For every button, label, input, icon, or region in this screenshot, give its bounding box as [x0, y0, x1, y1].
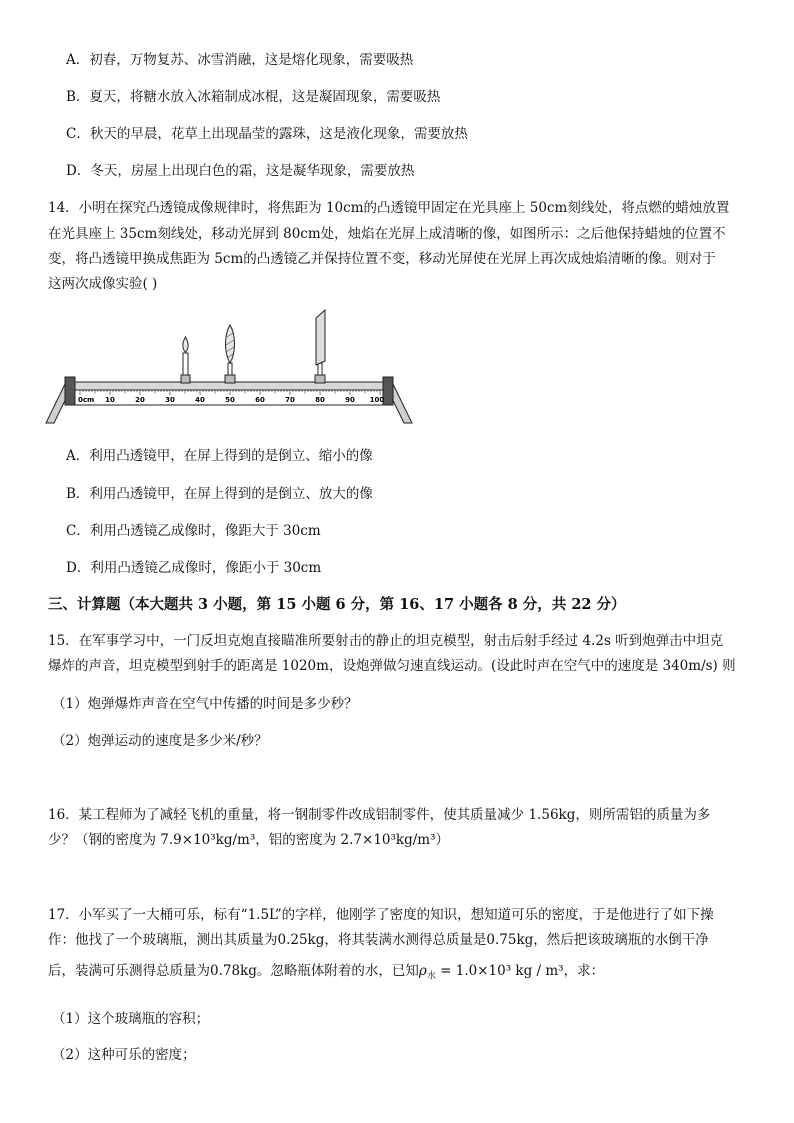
- rho-subscript: 水: [426, 971, 436, 982]
- section-title: 三、计算题（本大题共 3 小题，第 15 小题 6 分，第 16、17 小题各 8 分，共 22 分）: [48, 596, 626, 613]
- tick-label: 100: [369, 396, 385, 404]
- q15-stem-line-1: 15．在军事学习中，一门反坦克炮直接瞄准所要射击的静止的坦克模型，射击后射手经过 4.2s 听到炮弹击中坦克: [48, 633, 724, 649]
- q14-stem-line-1: 14．小明在探究凸透镜成像规律时，将焦距为 10cm的凸透镜甲固定在光具座上 50cm刻线处，将点燃的蜡烛放置: [48, 200, 730, 216]
- q13-option-c: C．秋天的早晨，花草上出现晶莹的露珠，这是液化现象，需要放热: [66, 126, 468, 142]
- q17-stem-line-3: [48, 961, 604, 987]
- q17-text: ，然后把该玻璃瓶的水倒干净: [533, 932, 709, 948]
- water-total-mass: 0.75kg: [486, 932, 534, 948]
- right-end-clamp: [383, 377, 393, 405]
- q13-option-a: A．初春，万物复苏、冰雪消融，这是熔化现象，需要吸热: [66, 52, 414, 68]
- left-end-clamp: [65, 377, 75, 405]
- q15-stem-line-2: 爆炸的声音，坦克模型到射手的距离是 1020m，设炮弹做匀速直线运动。(设此时声在空气中的速度是 340m/s) 则: [48, 658, 736, 674]
- q17-text: ，将其装满水测得总质量是: [324, 932, 487, 948]
- q17-text: 。忽略瓶体附着的水，已知: [256, 963, 419, 979]
- tick-label: 70: [285, 396, 295, 404]
- q15-sub-1: （1）炮弹爆炸声音在空气中传播的时间是多少秒？: [52, 696, 358, 712]
- q17-sub-2: （2）这种可乐的密度；: [52, 1047, 196, 1063]
- light-screen: [315, 310, 325, 383]
- candle: [181, 337, 190, 383]
- q16-stem-line-2: 少？（钢的密度为 7.9×10³kg/m³，铝的密度为 2.7×10³kg/m³）: [48, 832, 449, 848]
- q14-option-c: C．利用凸透镜乙成像时，像距大于 30cm: [66, 523, 321, 539]
- q14-option-b: B．利用凸透镜甲，在屏上得到的是倒立、放大的像: [66, 486, 373, 502]
- q13-option-b: B．夏天，将糖水放入冰箱制成冰棍，这是凝固现象，需要吸热: [66, 89, 441, 105]
- tick-label: 20: [135, 396, 145, 404]
- q14-stem-line-2: 在光具座上 35cm刻线处，移动光屏到 80cm处，烛焰在光屏上成清晰的像，如图所示：之后他保持蜡烛的位置不: [48, 226, 726, 242]
- rho-symbol: ρ: [418, 963, 427, 979]
- tick-label: 90: [345, 396, 355, 404]
- q14-stem-line-3: 变，将凸透镜甲换成焦距为 5cm的凸透镜乙并保持位置不变，移动光屏使在光屏上再次成烛焰清晰的像。则对于: [48, 251, 716, 267]
- water-density: = 1.0×10³ kg / m³: [435, 963, 564, 979]
- tick-label: 10: [105, 396, 115, 404]
- tick-label: 80: [315, 396, 325, 404]
- q14-stem-line-4: 这两次成像实验( ): [48, 276, 158, 292]
- q17-text: ，求：: [563, 963, 605, 979]
- optical-bench-figure: [44, 305, 414, 427]
- q16-stem-line-1: 16．某工程师为了减轻飞机的重量，将一钢制零件改成铝制零件，使其质量减少 1.56kg，则所需铝的质量为多: [48, 807, 711, 823]
- q15-sub-2: （2）炮弹运动的速度是多少米/秒？: [52, 733, 268, 749]
- q13-option-d: D．冬天，房屋上出现白色的霜，这是凝华现象，需要放热: [66, 163, 415, 179]
- bottle-mass: 0.25kg: [277, 932, 325, 948]
- tick-label: 60: [255, 396, 265, 404]
- tick-label: 30: [165, 396, 175, 404]
- q17-sub-1: （1）这个玻璃瓶的容积；: [52, 1011, 210, 1027]
- tick-label: 40: [195, 396, 205, 404]
- q17-text: 后，装满可乐测得总质量为: [48, 963, 210, 979]
- tick-label: 50: [225, 396, 235, 404]
- cola-total-mass: 0.78kg: [210, 963, 257, 979]
- scale-unit-label: 0cm: [78, 396, 95, 404]
- q14-option-a: A．利用凸透镜甲，在屏上得到的是倒立、缩小的像: [66, 448, 373, 464]
- q17-text: 作：他找了一个玻璃瓶，测出其质量为: [48, 932, 278, 948]
- q14-option-d: D．利用凸透镜乙成像时，像距小于 30cm: [66, 560, 322, 576]
- convex-lens: [225, 325, 235, 383]
- q17-stem-line-1: 17．小军买了一大桶可乐，标有“1.5L”的字样，他刚学了密度的知识，想知道可乐的密度，于是他进行了如下操: [48, 907, 714, 923]
- q17-stem-line-2: [48, 930, 709, 950]
